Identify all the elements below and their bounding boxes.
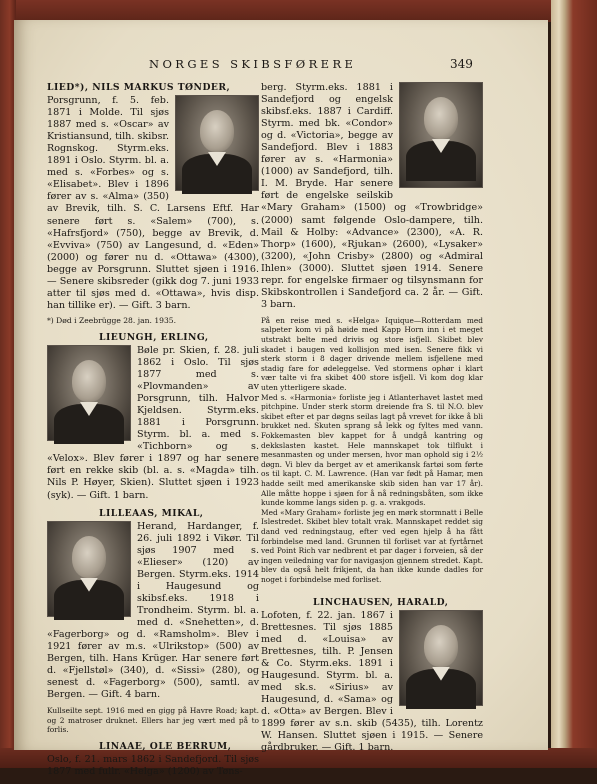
entry-name: LINCHAUSEN, HARALD, bbox=[313, 596, 449, 608]
portrait-photo bbox=[175, 95, 259, 191]
entry-text: Porsgrunn, f. 5. feb. 1871 i Molde. Til sjøs 1887 med s. «Oscar» av Kristiansund, tilh. skibsr. Rognskog. Styrm.eks. 1891 i Oslo. Styrm. bl. a. med s. «Forbes» og s. «Elisabet». Blev i 1896 fører av s. «Alma» (350) av Brevik, tilh. S. C. Larsens Eftf. Har senere ført s. «Salem» (700), s. «Hafrsfjord» (750), begge av Brevik, d. «Evviva» (750) av Langesund, d. «Eden» (2000) og fører nu d. «Ottawa» (4300), begge av Porsgrunn. Sluttet sjøen i 1916. — Senere skibsreder (gikk dog 7. juni 1933 atter til sjøs med d. «Ottawa», hvis disp. han tillike er). — Gift. 3 barn. bbox=[47, 95, 259, 311]
entry-name: LILLEAAS, MIKAL, bbox=[99, 507, 204, 519]
entry-linaae-continued bbox=[261, 82, 483, 585]
entry-lilleaas bbox=[47, 508, 259, 736]
entry-text: berg. Styrm.eks. 1881 i Sandefjord og engelsk skibsf.eks. 1887 i Cardiff. Styrm. med bk. «Condor» og d. «Victoria», begge av Sandefjord. Blev i 1883 fører av s. «Harmonia» (1000) av Sandefjord, tilh. I. M. Bryde. Har senere ført de engelske seilskib «Mary Graham» (1500) og «Trowbridge» (2000) samt følgende Oslo-dampere, tilh. Mail & Holby: «Advance» (2300), «A. R. Thorp» (1600), «Rjukan» (2600), «Lysaker» (3200), «John Crisby» (2800) og «Admiral Ihlen» (3000). Sluttet sjøen 1914. Senere repr. for engelske firmaer og tilsynsmann for Skibskontrollen i Sandefjord ca. 2 år. — Gift. 3 barn. bbox=[261, 82, 483, 310]
book-page bbox=[14, 20, 548, 778]
left-column bbox=[47, 82, 259, 784]
entry-lied bbox=[47, 82, 259, 326]
portrait-photo bbox=[399, 82, 483, 188]
page-number: 349 bbox=[450, 57, 473, 71]
entry-name: LIEUNGH, ERLING, bbox=[99, 331, 209, 343]
entry-text: Lofoten, f. 22. jan. 1867 i Brettesnes. Til sjøs 1885 med d. «Louisa» av Brettesnes, tilh. P. Jensen & Co. Styrm.eks. 1891 i Haugesund. Styrm. bl. a. med sk.s. «Sirius» av Haugesund, d. «Sama» og d. «Otta» av Bergen. Blev i 1899 fører av s.n. skib (5435), tilh. Lorentz W. Hansen. Sluttet sjøen i 1915. — Senere gårdbruker. — Gift. 1 barn. bbox=[261, 609, 483, 754]
entry-linaae bbox=[47, 741, 259, 778]
portrait-photo bbox=[47, 345, 131, 441]
entry-note: På en reise med s. «Helga» Iquique—Rotterdam med salpeter kom vi på høide med Kapp Horn inn i et meget utstrakt belte med drivis og store isfjell. Skibet blev skadet i baugen ved kollisjon med isen. Senere fikk vi sterk storm i 8 dager drivende mellem isfjellene med stadig fare for ødeleggelse. Ved stormens ophør i klart vær talte vi fra skibet 400 store isfjell. Vi kom dog klar uten ytterligere skade. Med s. «Harmonia» forliste jeg i Atlanterhavet lastet med pitchpine. Under sterk storm dreiende fra S. til N.O. blev skibet efter et par døgns seilas lagt på vrevet for ikke å bli brukket ned. Skuten sprang så lekk og fyltes med vann. Fokkemasten blev kappet for å undgå kantring og dekkslasten kastet. Hele mannskapet tok tilflukt i mesanmasten og under mersen, hvor man ophold sig i 2½ døgn. Vi blev da berget av et amerikansk fartøi som førte os til kapt. C. M. Lawrence. (Han var født på Hamar, men hadde seilt med amerikanske skib siden han var 17 år). Alle måtte hoppe i sjøen for å nå redningsbåten, som ikke kunde komme langs siden p. g. a. vrakgods. Med «Mary Graham» forliste jeg en mørk stormnatt i Belle Islestredet. Skibet blev totalt vrak. Mannskapet reddet sig dand ved redningstaug, efter ved egen hjelp å ha fått forbindelse med land. Grunnen til forliset var at fyrtårnet ved Point Rich var nedbrent et par dager i forveien, så der ingen veiledning var for navigasjon gjennem stredet. Kapt. blev da også helt frikjent, da han ikke kunde dadles for noget i forbindelse med forliset. bbox=[261, 315, 483, 584]
book-cover-top bbox=[0, 0, 597, 22]
entry-text: Bøle pr. Skien, f. 28. juli 1862 i Oslo. Til sjøs 1877 med s. «Plovmanden» av Porsgrunn, tilh. Halvor Kjeldsen. Styrm.eks. 1881 i Porsgrunn. Styrm. bl. a. med s. «Tichborn» og s. «Velox». Blev fører i 1897 og har senere ført en rekke skib (bl. a. s. «Magda» tilh. Nils P. Høyer, Skien). Sluttet sjøen i 1923 (syk). — Gift. 1 barn. bbox=[47, 344, 259, 501]
entry-note: Kullseilte sept. 1916 med en gigg på Havre Road; kapt. og 2 matroser druknet. Ellers har jeg vært med på to forlis. bbox=[47, 706, 259, 735]
portrait-photo bbox=[399, 610, 483, 706]
entry-text: Oslo, f. 21. mars 1862 i Sandefjord. Til sjøs 1877 med fullr. «Helga» (1200) av Tøns- bbox=[47, 754, 259, 778]
running-title: NORGES SKIBSFØRERE bbox=[149, 57, 357, 71]
entry-footnote: *) Død i Zeebrügge 28. jan. 1935. bbox=[47, 315, 177, 325]
entry-name: LIED*), NILS MARKUS TØNDER, bbox=[47, 82, 231, 93]
entry-text: Herand, Hardanger, f. 26. juli 1892 i Vikør. Til sjøs 1907 med s. «Elieser» (120) av Bergen. Styrm.eks. 1914 i Haugesund og skibsf.eks. 1918 i Trondheim. Styrm. bl. a. med d. «Snehetten», d. «Fagerborg» og d. «Ramsholm». Blev i 1921 fører av m.s. «Ulrikstop» (500) av Bergen, tilh. Hans Krüger. Har senere ført d. «Fjellstøl» (340), d. «Sissi» (280), og senest d. «Fagerborg» (500), samtl. av Bergen. — Gift. 4 barn. bbox=[47, 520, 259, 701]
entry-lieungh bbox=[47, 332, 259, 502]
entry-name: LINAAE, OLE BERRUM, bbox=[99, 741, 232, 753]
portrait-photo bbox=[47, 521, 131, 617]
page-header bbox=[14, 57, 548, 73]
entry-linchausen bbox=[261, 597, 483, 755]
book-edge-right bbox=[551, 0, 597, 768]
right-column bbox=[261, 82, 483, 760]
